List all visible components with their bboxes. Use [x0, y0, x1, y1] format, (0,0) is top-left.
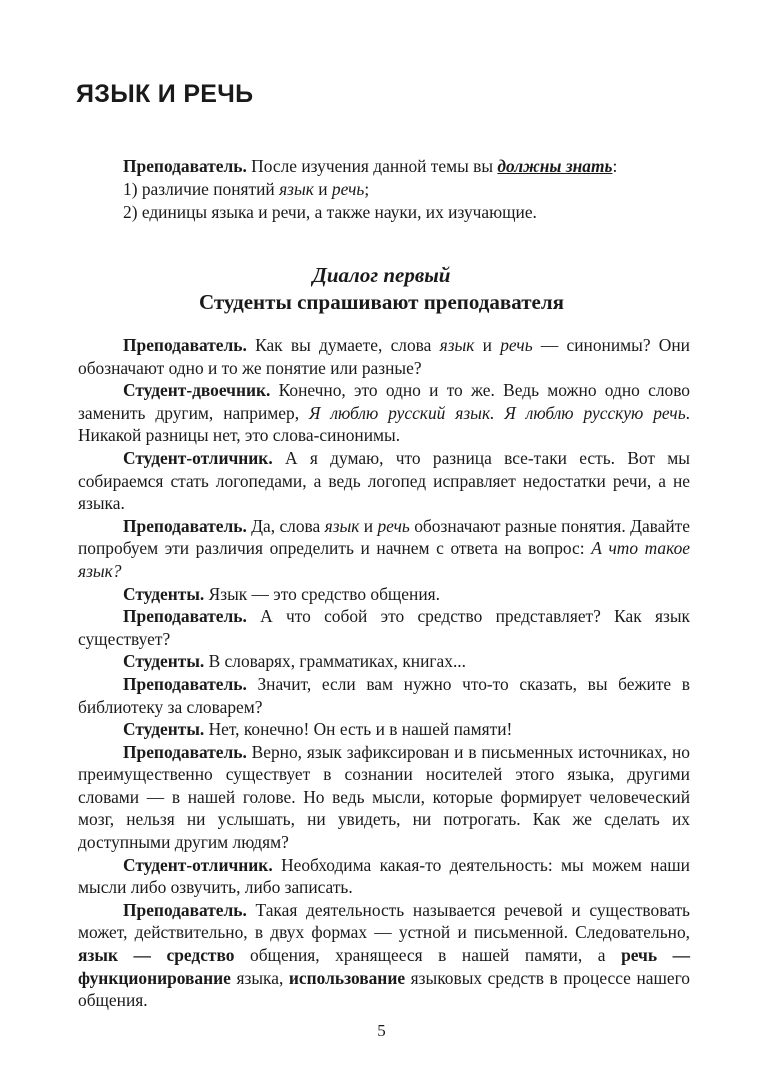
text-run: 2) единицы языка и речи, а также науки, их изучающие. [123, 202, 537, 222]
bold-text: язык — средство [78, 945, 235, 966]
objective-item [78, 178, 690, 201]
dialog-paragraph [78, 447, 690, 515]
text-run: 1) различие понятий [123, 179, 280, 199]
text-run: ; [364, 179, 370, 199]
text-run: Да, слова [246, 515, 325, 536]
dialog-paragraph [78, 899, 690, 1012]
text-run: и [359, 515, 378, 536]
dialog-subtitle: Студенты спрашивают преподавателя [198, 290, 564, 314]
bold-text: использование [288, 967, 406, 988]
dialog-paragraph [78, 515, 690, 583]
dialog-paragraph [78, 650, 690, 673]
bold-text: Преподаватель. [123, 515, 247, 536]
bold-text: Студенты. [123, 651, 205, 672]
italic-text: язык [324, 515, 360, 536]
text-run: . Никакой разницы нет, это слова-синонимы. [78, 402, 690, 446]
text-run: А что собой это средство представляет? Как язык существует? [78, 606, 690, 649]
italic-text: Я люблю русский язык. Я люблю русскую речь [309, 402, 686, 423]
italic-text: речь [377, 515, 410, 536]
text-run: Верно, язык зафиксирован и в письменных источниках, но преимущественно существует в сознании носителей этого языка, другими словами — в нашей голове. Но ведь мысли, которые формирует человеческий мозг, нельзя ни услышать, ни увидеть, ни потрогать. Как же сделать их доступными другим людям? [78, 741, 690, 853]
dialog-body [78, 334, 690, 1012]
bold-text: Преподаватель. [123, 741, 247, 762]
italic-text: язык [279, 179, 314, 199]
dialog-paragraph [78, 334, 690, 379]
text-run: : [612, 156, 618, 176]
text-run: Язык — это средство общения. [204, 583, 440, 604]
bold-text: Студенты. [123, 583, 205, 604]
bold-text: должны знать [497, 156, 613, 176]
text-run: Как вы думаете, слова [246, 335, 440, 355]
italic-text: речь [331, 179, 365, 199]
bold-text: Студент-отличник. [123, 447, 273, 468]
dialog-title: Диалог первый [312, 263, 451, 287]
bold-text: Студент-отличник. [123, 854, 273, 875]
bold-text: речь — функционирование [78, 945, 690, 988]
text-run: обозначают разные понятия. Давайте попробуем эти различия определить и начнем с ответа на вопрос: [78, 515, 691, 559]
text-run: и [313, 179, 332, 199]
dialog-paragraph [78, 379, 690, 447]
italic-text: речь [500, 335, 533, 355]
objective-item [78, 201, 690, 224]
text-run: языка, [230, 967, 289, 988]
text-run: языковых средств в процессе нашего общения. [78, 967, 690, 1011]
text-run: Конечно, это одно и то же. Ведь можно одно слово заменить другим, например, [78, 380, 690, 423]
text-run: После изучения данной темы вы [246, 156, 498, 176]
dialog-paragraph [78, 673, 690, 718]
dialog-paragraph [78, 741, 690, 854]
page-number: 5 [377, 1020, 386, 1040]
learning-objectives [78, 155, 690, 224]
text-run: и [474, 335, 501, 355]
italic-text: язык [439, 335, 475, 355]
bold-text: Студент-двоечник. [123, 380, 271, 401]
text-run: — синонимы? Они обозначают одно и то же понятие или разные? [78, 335, 690, 378]
text-run: А я думаю, что разница все-таки есть. Вот мы собираемся стать логопедами, а ведь логопед исправляет недостатки речи, а не языка. [78, 447, 690, 514]
bold-text: Преподаватель. [123, 156, 247, 176]
dialog-paragraph [78, 718, 690, 741]
text-run: Значит, если вам нужно что-то сказать, вы бежите в библиотеку за словарем? [78, 673, 690, 717]
dialog-paragraph [78, 583, 690, 606]
text-run: общения, хранящееся в нашей памяти, а [234, 945, 622, 966]
text-run: Нет, конечно! Он есть и в нашей памяти! [204, 719, 513, 740]
bold-text: Студенты. [123, 719, 205, 740]
dialog-paragraph [78, 605, 690, 650]
bold-text: Преподаватель. [123, 899, 247, 920]
bold-text: Преподаватель. [123, 606, 247, 627]
text-run: В словарях, грамматиках, книгах... [204, 651, 466, 672]
italic-text: А что такое язык? [78, 538, 690, 581]
chapter-title: ЯЗЫК И РЕЧЬ [76, 80, 254, 108]
bold-text: Преподаватель. [123, 335, 247, 355]
text-run: Необходима какая-то деятельность: мы можем наши мысли либо озвучить, либо записать. [78, 854, 690, 898]
dialog-paragraph [78, 854, 690, 899]
text-run: Такая деятельность называется речевой и существовать может, действительно, в двух формах — устной и письменной. Следовательно, [78, 899, 690, 943]
bold-text: Преподаватель. [123, 673, 247, 694]
objectives-lead [78, 155, 690, 178]
